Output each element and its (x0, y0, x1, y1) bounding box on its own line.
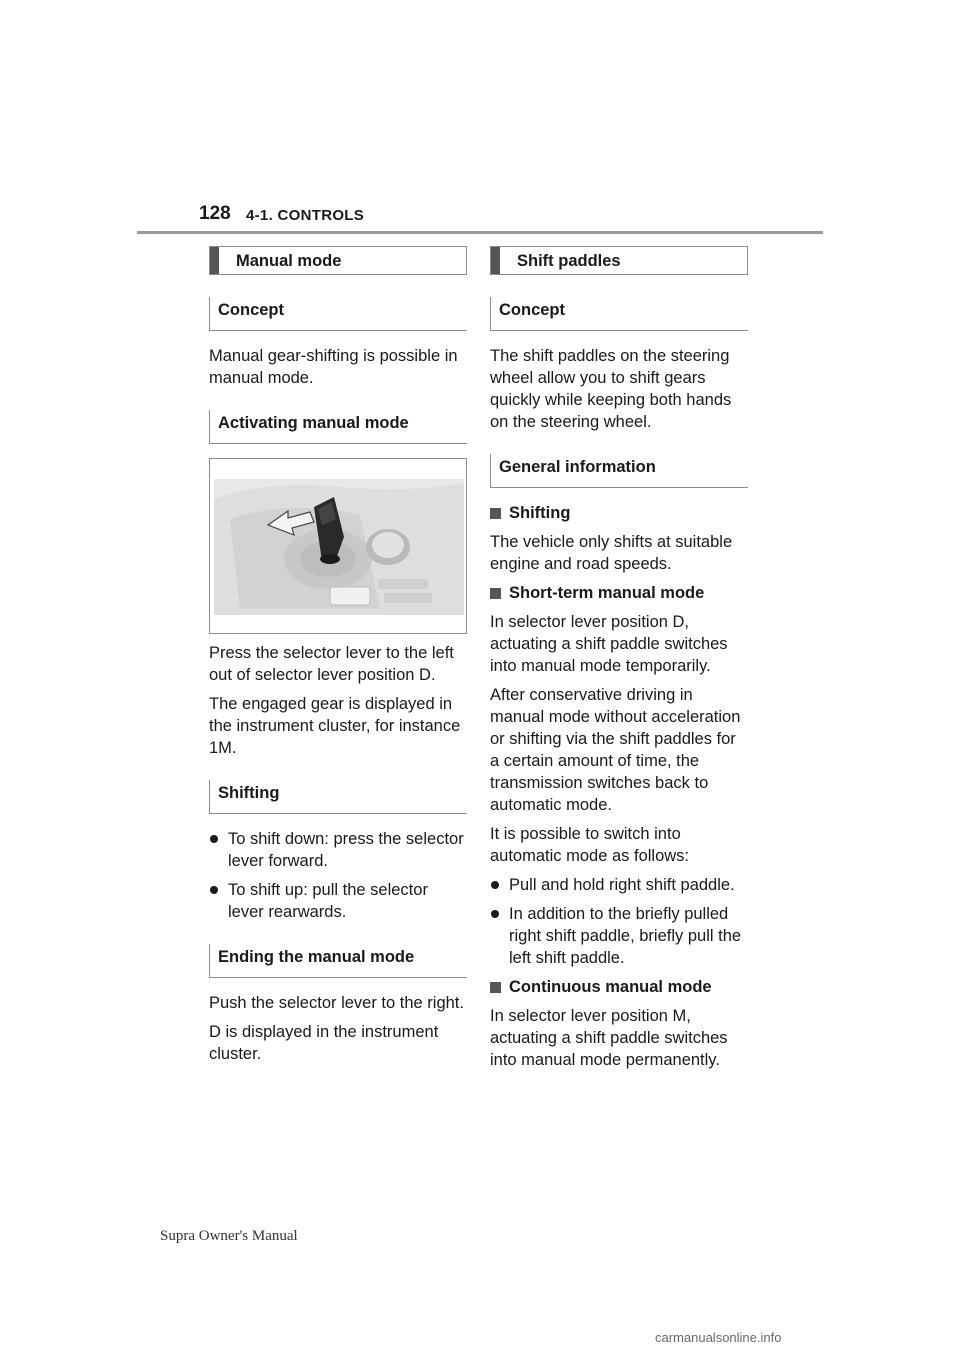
short-term-bullet-1: Pull and hold right shift paddle. (490, 874, 748, 896)
page-number: 128 (199, 203, 231, 224)
shifting-bullet-up: To shift up: pull the selector lever rearwards. (209, 879, 467, 923)
bullet-dot-icon (491, 910, 499, 918)
shifting-text: The vehicle only shifts at suitable engine and road speeds. (490, 533, 733, 573)
section-title: 4-1. CONTROLS (246, 207, 365, 224)
ending-text-1: Push the selector lever to the right. (209, 994, 464, 1012)
shifting-bullet-down: To shift down: press the selector lever forward. (209, 828, 467, 872)
right-column (490, 246, 748, 1078)
ending-text-2: D is displayed in the instrument cluster. (209, 1023, 439, 1063)
manual-title-footer: Supra Owner's Manual (160, 1228, 298, 1244)
continuous-text: In selector lever position M, actuating a shift paddle switches into manual mode permanently. (490, 1007, 728, 1069)
square-bullet-icon (490, 982, 501, 993)
watermark: carmanualsonline.info (655, 1330, 782, 1345)
square-bullet-icon (490, 508, 501, 519)
header-divider (137, 231, 823, 234)
continuous-manual-mode-subheading: Continuous manual mode (490, 976, 748, 998)
short-term-text-3: It is possible to switch into automatic mode as follows: (490, 825, 690, 865)
selector-lever-illustration (210, 459, 466, 633)
bullet-dot-icon (210, 835, 218, 843)
concept-heading: Concept (490, 297, 748, 331)
general-information-heading: General information (490, 454, 748, 488)
manual-mode-heading: Manual mode (209, 246, 467, 275)
concept-text: The shift paddles on the steering wheel allow you to shift gears quickly while keeping both hands on the steering wheel. (490, 347, 732, 431)
activating-text-2: The engaged gear is displayed in the instrument cluster, for instance 1M. (209, 695, 461, 757)
activating-text-1: Press the selector lever to the left out of selector lever position D. (209, 644, 454, 684)
short-term-text-1: In selector lever position D, actuating a shift paddle switches into manual mode temporarily. (490, 613, 728, 675)
short-term-text-2: After conservative driving in manual mode without acceleration or shifting via the shift paddles for a certain amount of time, the transmission switches back to automatic mode. (490, 686, 741, 814)
square-bullet-icon (490, 588, 501, 599)
left-column (209, 246, 467, 1072)
activating-manual-mode-heading: Activating manual mode (209, 410, 467, 444)
heading-bar (210, 247, 219, 274)
short-term-bullet-2: In addition to the briefly pulled right shift paddle, briefly pull the left shift paddle. (490, 903, 748, 969)
short-term-manual-mode-subheading: Short-term manual mode (490, 582, 748, 604)
ending-manual-mode-heading: Ending the manual mode (209, 944, 467, 978)
shift-paddles-heading: Shift paddles (490, 246, 748, 275)
shifting-subheading: Shifting (490, 502, 748, 524)
concept-text: Manual gear-shifting is possible in manual mode. (209, 347, 458, 387)
heading-bar (491, 247, 500, 274)
bullet-dot-icon (210, 886, 218, 894)
concept-heading: Concept (209, 297, 467, 331)
bullet-dot-icon (491, 881, 499, 889)
selector-lever-figure (209, 458, 467, 634)
shifting-heading: Shifting (209, 780, 467, 814)
